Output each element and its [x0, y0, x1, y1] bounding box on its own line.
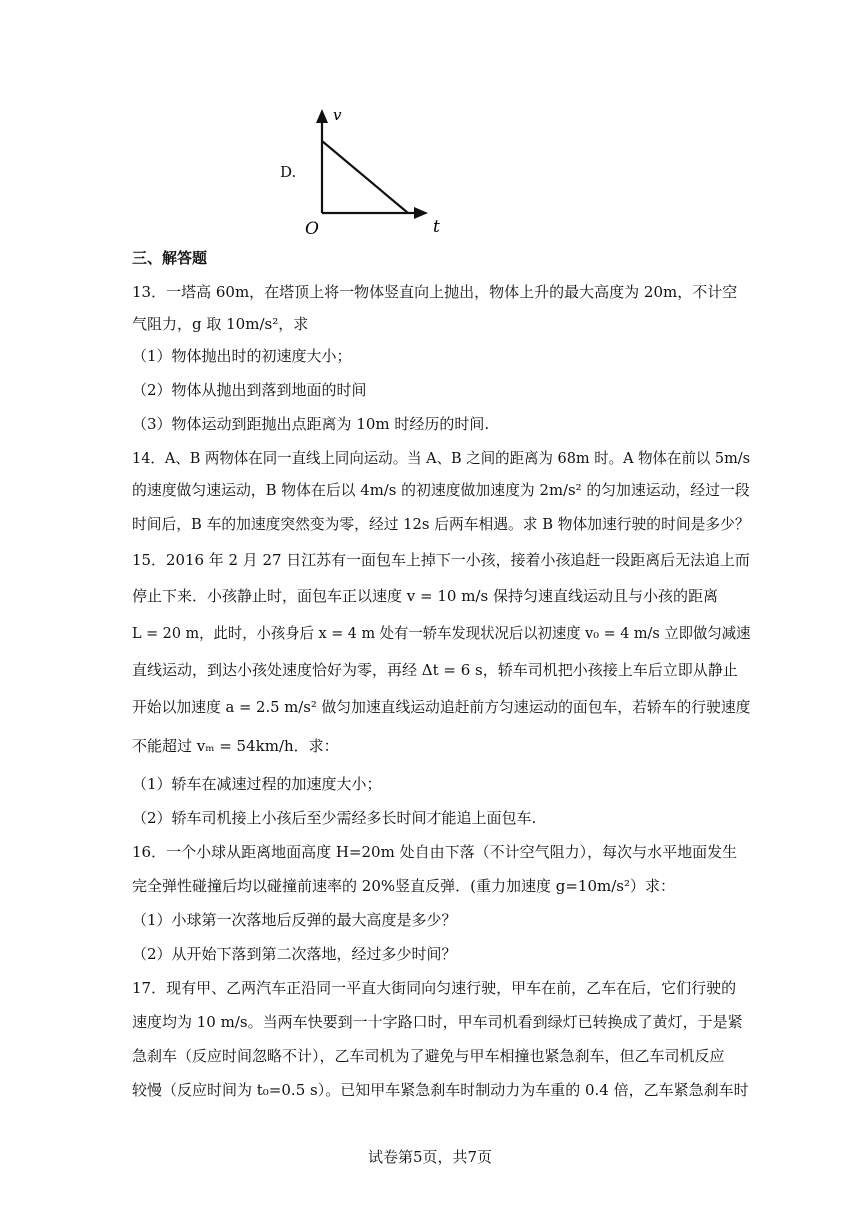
q14-line-3: 时间后，B 车的加速度突然变为零，经过 12s 后两车相遇。求 B 物体加速行驶的时间是多少？ [132, 515, 750, 533]
q13-line-1: 13．一塔高 60m，在塔顶上将一物体竖直向上抛出，物体上升的最大高度为 20m，不计空 [132, 283, 738, 301]
q16-part-2: （2）从开始下落到第二次落地，经过多少时间？ [132, 945, 457, 963]
q13-part-3: （3）物体运动到距抛出点距离为 10m 时经历的时间. [132, 415, 490, 433]
q15-line-1: 15．2016 年 2 月 27 日江苏有一面包车上掉下一小孩，接着小孩追赶一段距离后无法追上而 [132, 551, 750, 569]
q16-line-2: 完全弹性碰撞后均以碰撞前速率的 20%竖直反弹．(重力加速度 g=10m/s²）求： [132, 877, 675, 895]
y-axis-arrow [316, 109, 328, 123]
q15-part-1: （1）轿车在减速过程的加速度大小； [132, 775, 382, 793]
q14-line-1: 14．A、B 两物体在同一直线上同向运动。当 A、B 之间的距离为 68m 时。A 物体在前以 5m/s [132, 449, 751, 467]
y-axis-label: v [333, 106, 342, 124]
q15-line-6: 不能超过 vₘ = 54km/h．求： [132, 737, 339, 755]
q15-line-5: 开始以加速度 a = 2.5 m/s² 做匀加速直线运动追赶前方匀速运动的面包车，若轿车的行驶速度 [132, 698, 751, 716]
q14-line-2: 的速度做匀速运动，B 物体在后以 4m/s 的初速度做加速度为 2m/s² 的匀加速运动，经过一段 [132, 481, 750, 499]
x-axis-arrow [414, 207, 428, 219]
page-footer: 试卷第5页，共7页 [367, 1148, 493, 1166]
q15-line-4: 直线运动，到达小孩处速度恰好为零，再经 Δt = 6 s，轿车司机把小孩接上车后立即从静止 [132, 661, 738, 679]
v-t-line [322, 141, 408, 213]
q13-part-2: （2）物体从抛出到落到地面的时间 [132, 381, 367, 399]
option-d-label: D. [280, 163, 297, 181]
q13-part-1: （1）物体抛出时的初速度大小； [132, 347, 352, 365]
x-axis-label: t [433, 217, 440, 235]
option-d-graph [300, 105, 440, 235]
q17-line-1: 17．现有甲、乙两汽车正沿同一平直大街同向匀速行驶，甲车在前，乙车在后，它们行驶的 [132, 979, 737, 997]
section-heading: 三、解答题 [132, 249, 208, 267]
q17-line-2: 速度均为 10 m/s。当两车快要到一十字路口时，甲车司机看到绿灯已转换成了黄灯，于是紧 [132, 1013, 743, 1031]
q16-part-1: （1）小球第一次落地后反弹的最大高度是多少？ [132, 911, 457, 929]
q17-line-4: 较慢（反应时间为 t₀=0.5 s）。已知甲车紧急刹车时制动力为车重的 0.4 倍，乙车紧急刹车时 [132, 1081, 749, 1099]
q15-line-2: 停止下来．小孩静止时，面包车正以速度 v = 10 m/s 保持匀速直线运动且与小孩的距离 [132, 587, 718, 605]
origin-label: O [305, 219, 319, 235]
q16-line-1: 16．一个小球从距离地面高度 H=20m 处自由下落（不计空气阻力），每次与水平地面发生 [132, 843, 738, 861]
q17-line-3: 急刹车（反应时间忽略不计），乙车司机为了避免与甲车相撞也紧急刹车，但乙车司机反应 [132, 1047, 725, 1065]
q15-part-2: （2）轿车司机接上小孩后至少需经多长时间才能追上面包车. [132, 809, 537, 827]
q15-line-3: L = 20 m，此时，小孩身后 x = 4 m 处有一轿车发现状况后以初速度 v₀ = 4 m/s 立即做匀减速 [132, 624, 751, 642]
q13-line-2: 气阻力，g 取 10m/s²，求 [132, 315, 309, 333]
